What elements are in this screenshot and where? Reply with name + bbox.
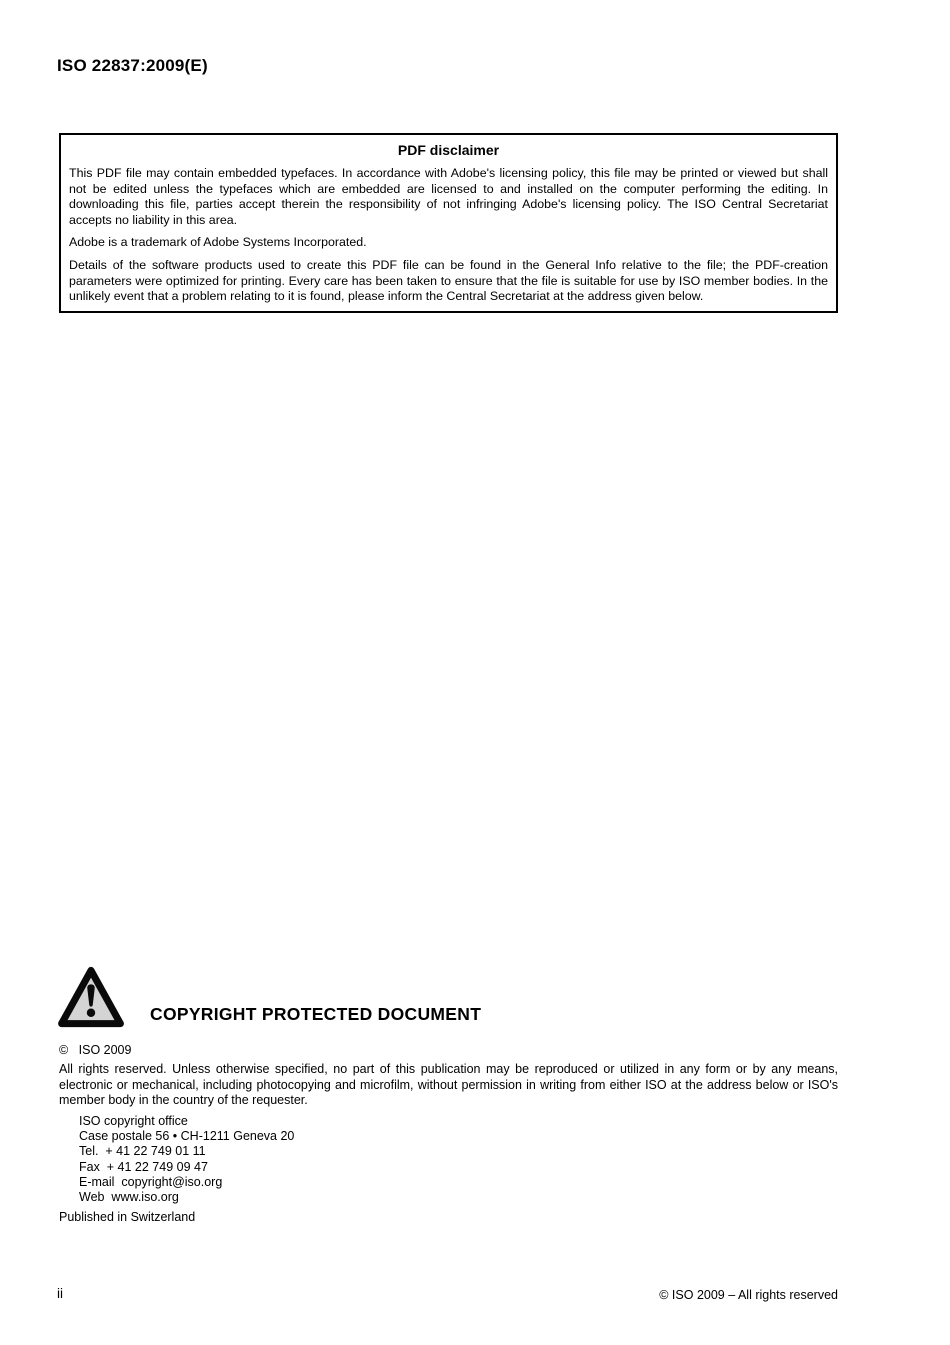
contact-tel-line: Tel. + 41 22 749 01 11 xyxy=(79,1144,206,1159)
copyright-notice: © ISO 2009 xyxy=(59,1043,132,1057)
contact-email-line: E-mail copyright@iso.org xyxy=(79,1174,223,1189)
page-number: ii xyxy=(57,1286,63,1301)
warning-triangle-icon xyxy=(56,964,126,1030)
disclaimer-paragraph-2: Adobe is a trademark of Adobe Systems Incorporated. xyxy=(69,235,367,250)
iso-contact-block xyxy=(79,1114,294,1205)
disclaimer-paragraph-1: This PDF file may contain embedded typefaces. In accordance with Adobe's licensing policy, this file may be printed or viewed but shall not be edited unless the typefaces which are embedded are licensed to and installed on the computer performing the editing. In downloading this file, parties accept therein the responsibility of not infringing Adobe's licensing policy. The ISO Central Secretariat accepts no liability in this area. xyxy=(69,166,828,227)
copyright-protected-heading: COPYRIGHT PROTECTED DOCUMENT xyxy=(150,1004,482,1024)
all-rights-reserved-paragraph: All rights reserved. Unless otherwise specified, no part of this publication may be reproduced or utilized in any form or by any means, electronic or mechanical, including photocopying and microfilm, without permission in writing from either ISO at the address below or ISO's member body in the country of the requester. xyxy=(59,1062,838,1108)
document-reference-header: ISO 22837:2009(E) xyxy=(57,56,208,75)
footer-copyright-notice: © ISO 2009 – All rights reserved xyxy=(659,1288,838,1302)
published-in-switzerland-line: Published in Switzerland xyxy=(59,1210,196,1224)
contact-web-line: Web www.iso.org xyxy=(79,1190,179,1205)
contact-office-line: ISO copyright office xyxy=(79,1114,188,1128)
contact-fax-line: Fax + 41 22 749 09 47 xyxy=(79,1159,208,1174)
pdf-disclaimer-box xyxy=(59,133,838,313)
disclaimer-title: PDF disclaimer xyxy=(397,142,500,158)
disclaimer-paragraph-3: Details of the software products used to create this PDF file can be found in the General Info relative to the file; the PDF-creation parameters were optimized for printing. Every care has been taken to ensure that the file is suitable for use by ISO member bodies. In the unlikely event that a problem relating to it is found, please inform the Central Secretariat at the address given below. xyxy=(69,257,828,304)
contact-address-line: Case postale 56 • CH-1211 Geneva 20 xyxy=(79,1129,295,1144)
